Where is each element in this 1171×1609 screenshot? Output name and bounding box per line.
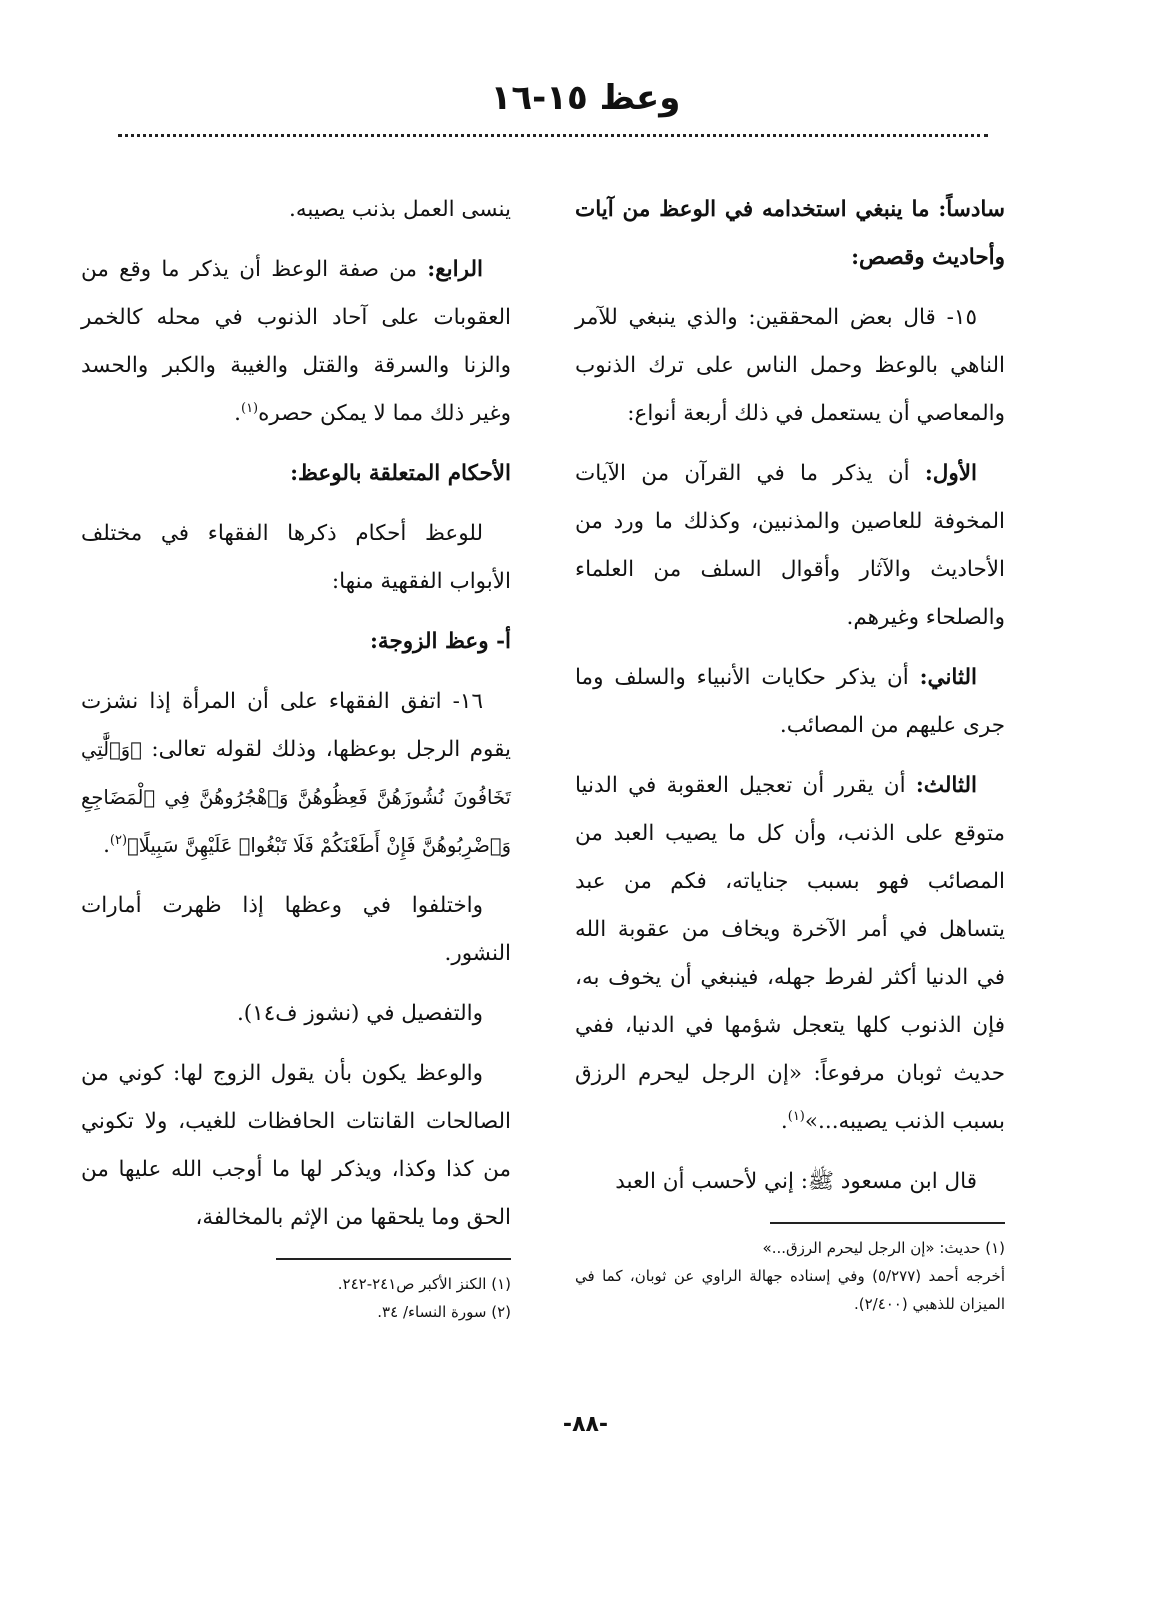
quran-verse: ﴿وَٱلَّٰتِي تَخَافُونَ نُشُوزَهُنَّ فَعِظُوهُنَّ وَٱهْجُرُوهُنَّ فِي ٱلْمَضَاجِعِ وَٱضْرِبُوهُنَّ فَإِنْ أَطَعْنَكُمْ فَلَا تَبْغُوا۟ عَلَيْهِنَّ سَبِيلًا﴾ [81, 738, 511, 857]
fourth-text: من صفة الوعظ أن يذكر ما وقع من العقوبات على آحاد الذنوب في محله كالخمر والزنا والسرقة والقتل والغيبة والكبر والحسد وغير ذلك مما لا يمكن حصره [81, 257, 511, 426]
right-column [575, 186, 1005, 1318]
footnotes-left [81, 1270, 511, 1326]
rulings-intro: للوعظ أحكام ذكرها الفقهاء في مختلف الأبواب الفقهية منها: [81, 521, 511, 594]
paragraph-second [575, 654, 1005, 750]
footnote-1: (١) الكنز الأكبر ص٢٤١-٢٤٢. [337, 1275, 511, 1293]
footnote-rule [770, 1222, 1005, 1224]
paragraph-fourth [81, 246, 511, 438]
footnote-rule [276, 1258, 511, 1260]
first-text: أن يذكر ما في القرآن من الآيات المخوفة للعاصين والمذنبين، وكذلك ما ورد من الأحاديث والآثار وأقوال السلف من العلماء والصلحاء وغيرهم. [575, 461, 1005, 630]
fourth-end: . [234, 401, 241, 426]
paragraph-ibn-masud: قال ابن مسعود ﷺ: إني لأحسب أن العبد [615, 1169, 977, 1194]
paragraph-15: ١٥- قال بعض المحققين: والذي ينبغي للآمر الناهي بالوعظ وحمل الناس على ترك الذنوب والمعاصي أن يستعمل في ذلك أربعة أنواع: [575, 305, 1005, 426]
paragraph-differed: واختلفوا في وعظها إذا ظهرت أمارات النشور. [81, 893, 511, 966]
paragraph-16 [81, 678, 511, 870]
footnote-2: (٢) سورة النساء/ ٣٤. [377, 1303, 511, 1321]
second-text: أن يذكر حكايات الأنبياء والسلف وما جرى عليهم من المصائب. [575, 665, 1005, 738]
footnote-ref: (١) [787, 1108, 805, 1124]
paragraph-third [575, 762, 1005, 1146]
footnotes-right [575, 1234, 1005, 1318]
subheading-wife: أ- وعظ الزوجة: [369, 629, 511, 654]
left-column [81, 186, 511, 1326]
paragraph-16-end: . [103, 833, 110, 858]
paragraph-details: والتفصيل في (نشوز ف١٤). [236, 1001, 483, 1026]
header-dotted-rule [118, 134, 988, 137]
page-header-title: وعظ ١٥-١٦ [490, 78, 681, 118]
third-lead: الثالث: [915, 773, 977, 798]
section-heading: سادساً: ما ينبغي استخدامه في الوعظ من آيات وأحاديث وقصص: [575, 197, 1005, 270]
footnote-ref: (١) [240, 400, 259, 416]
continuation-text: ينسى العمل بذنب يصيبه. [288, 197, 511, 222]
footnote-1-line-2: أخرجه أحمد (٥/٢٧٧) وفي إسناده جهالة الراوي عن ثوبان، كما في الميزان للذهبي (٢/٤٠٠). [575, 1267, 1005, 1313]
footnote-ref: (٢) [109, 832, 128, 848]
fourth-lead: الرابع: [427, 257, 483, 282]
first-lead: الأول: [924, 461, 977, 486]
paragraph-16-text: ١٦- اتفق الفقهاء على أن المرأة إذا نشزت يقوم الرجل بوعظها، وذلك لقوله تعالى: [81, 689, 511, 762]
footnote-1-line-1: (١) حديث: «إن الرجل ليحرم الرزق...» [762, 1239, 1005, 1257]
paragraph-first [575, 450, 1005, 642]
rulings-heading: الأحكام المتعلقة بالوعظ: [290, 461, 511, 486]
second-lead: الثاني: [919, 665, 977, 690]
paragraph-waz: والوعظ يكون بأن يقول الزوج لها: كوني من الصالحات القانتات الحافظات للغيب، ولا تكوني من كذا وكذا، ويذكر لها ما أوجب الله عليها من الحق وما يلحقها من الإثم بالمخالفة، [81, 1061, 511, 1230]
page-number: -٨٨- [562, 1412, 609, 1437]
third-end: . [780, 1109, 788, 1134]
third-text: أن يقرر أن تعجيل العقوبة في الدنيا متوقع على الذنب، وأن كل ما يصيب العبد من المصائب فهو بسبب جناياته، فكم من عبد يتساهل في أمر الآخرة ويخاف من عقوبة الله في الدنيا أكثر لفرط جهله، فينبغي أن يخوف به، فإن الذنوب كلها يتعجل شؤمها في الدنيا، ففي حديث ثوبان مرفوعاً: «إن الرجل ليحرم الرزق بسبب الذنب يصيبه...» [575, 773, 1005, 1134]
